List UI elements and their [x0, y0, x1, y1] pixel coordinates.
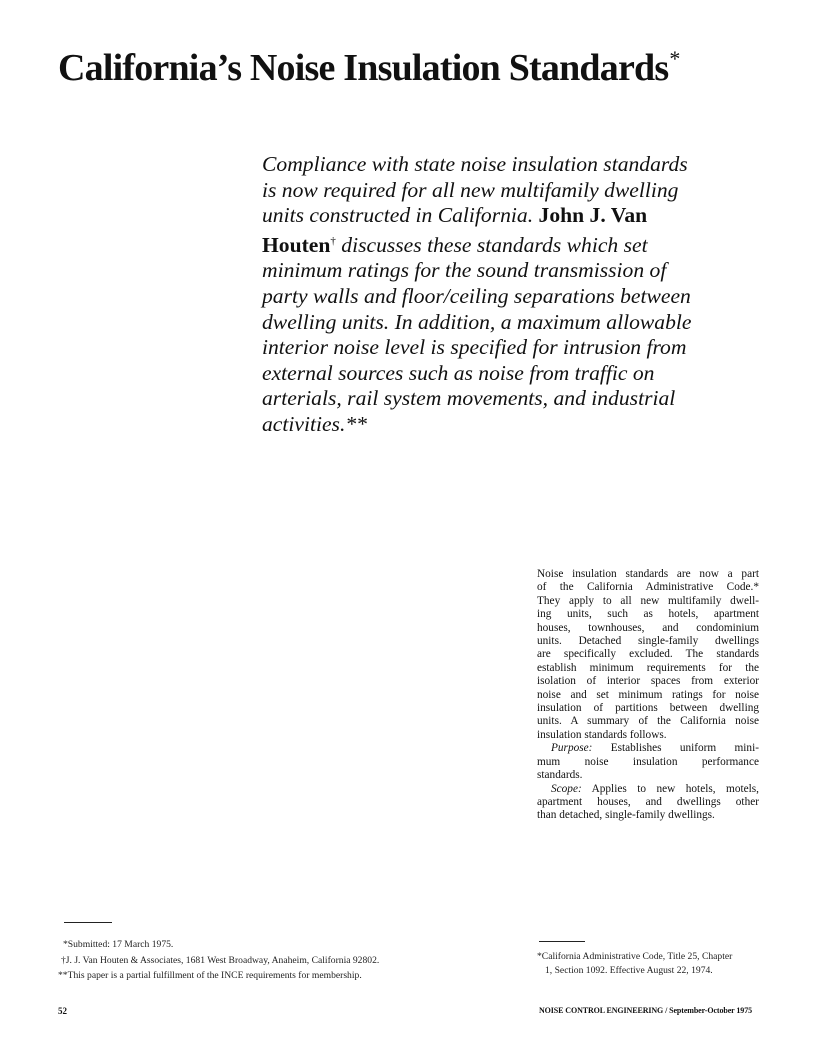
- footnote-right: [537, 950, 767, 977]
- scope-label: Scope:: [551, 782, 582, 795]
- abstract-line: dwelling units. In addition, a maximum allowable: [262, 309, 692, 334]
- body-text-column: [537, 568, 759, 823]
- footnotes-left: [58, 937, 478, 984]
- footnote: †J. J. Van Houten & Associates, 1681 West Broadway, Anaheim, California 92802.: [61, 954, 380, 966]
- body-line: isolation of interior spaces from exterior: [537, 675, 759, 688]
- body-line: houses, townhouses, and condominium: [537, 621, 759, 634]
- body-line: establish minimum requirements for the: [537, 661, 759, 674]
- purpose-line: [537, 742, 759, 755]
- footnote-rule-right: [539, 941, 585, 942]
- abstract-line: minimum ratings for the sound transmission of: [262, 258, 667, 283]
- body-line: standards.: [537, 769, 583, 782]
- journal-running-footer: NOISE CONTROL ENGINEERING / September-October 1975: [538, 1006, 752, 1015]
- title-footnote-marker: *: [669, 46, 680, 71]
- footnote: 1, Section 1092. Effective August 22, 1974.: [545, 964, 713, 976]
- purpose-text: Establishes uniform mini-: [592, 742, 759, 755]
- footnote-rule-left: [64, 922, 112, 923]
- abstract-text: discusses these standards which set: [335, 232, 648, 257]
- author-footnote-marker: †: [330, 234, 336, 247]
- purpose-label: Purpose:: [551, 742, 593, 755]
- body-line: units. A summary of the California noise: [537, 715, 759, 728]
- body-line: apartment houses, and dwellings other: [537, 795, 759, 808]
- abstract-line: [262, 229, 732, 259]
- body-line: are specifically excluded. The standards: [537, 648, 759, 661]
- article-title: [58, 46, 778, 92]
- abstract-text: units constructed in California.: [262, 203, 539, 228]
- scope-line: [537, 783, 759, 796]
- footnote: *California Administrative Code, Title 25, Chapter: [537, 951, 733, 962]
- author-name-first: John J. Van: [538, 203, 648, 228]
- abstract-line: interior noise level is specified for intrusion from: [262, 335, 687, 360]
- body-line: insulation of partitions between dwelling: [537, 702, 759, 715]
- abstract-line: arterials, rail system movements, and industrial: [262, 386, 676, 411]
- abstract-line: is now required for all new multifamily dwelling: [262, 177, 679, 202]
- article-title-text: California’s Noise Insulation Standards: [58, 47, 669, 89]
- body-line: than detached, single-family dwellings.: [537, 809, 715, 822]
- abstract-line: activities.**: [262, 411, 367, 436]
- abstract-line: Compliance with state noise insulation standards: [262, 152, 688, 176]
- abstract-line: [262, 203, 732, 229]
- abstract-line: party walls and floor/ceiling separations between: [262, 283, 691, 308]
- scope-text: Applies to new hotels, motels,: [581, 782, 759, 795]
- body-line: insulation standards follows.: [537, 728, 667, 741]
- body-line: of the California Administrative Code.*: [537, 581, 759, 594]
- body-line: Noise insulation standards are now a part: [537, 568, 759, 580]
- author-name-last: Houten: [262, 232, 331, 257]
- footnote: **This paper is a partial fulfillment of the INCE requirements for membership.: [58, 970, 362, 981]
- footnote: *Submitted: 17 March 1975.: [63, 939, 174, 950]
- body-line: ing units, such as hotels, apartment: [537, 608, 759, 621]
- page-number: 52: [58, 1006, 67, 1016]
- body-line: They apply to all new multifamily dwell-: [537, 594, 759, 607]
- abstract: [262, 152, 732, 438]
- body-line: noise and set minimum ratings for noise: [537, 688, 759, 701]
- body-line: mum noise insulation performance: [537, 755, 759, 768]
- body-line: units. Detached single-family dwellings: [537, 635, 759, 648]
- abstract-line: external sources such as noise from traffic on: [262, 360, 655, 385]
